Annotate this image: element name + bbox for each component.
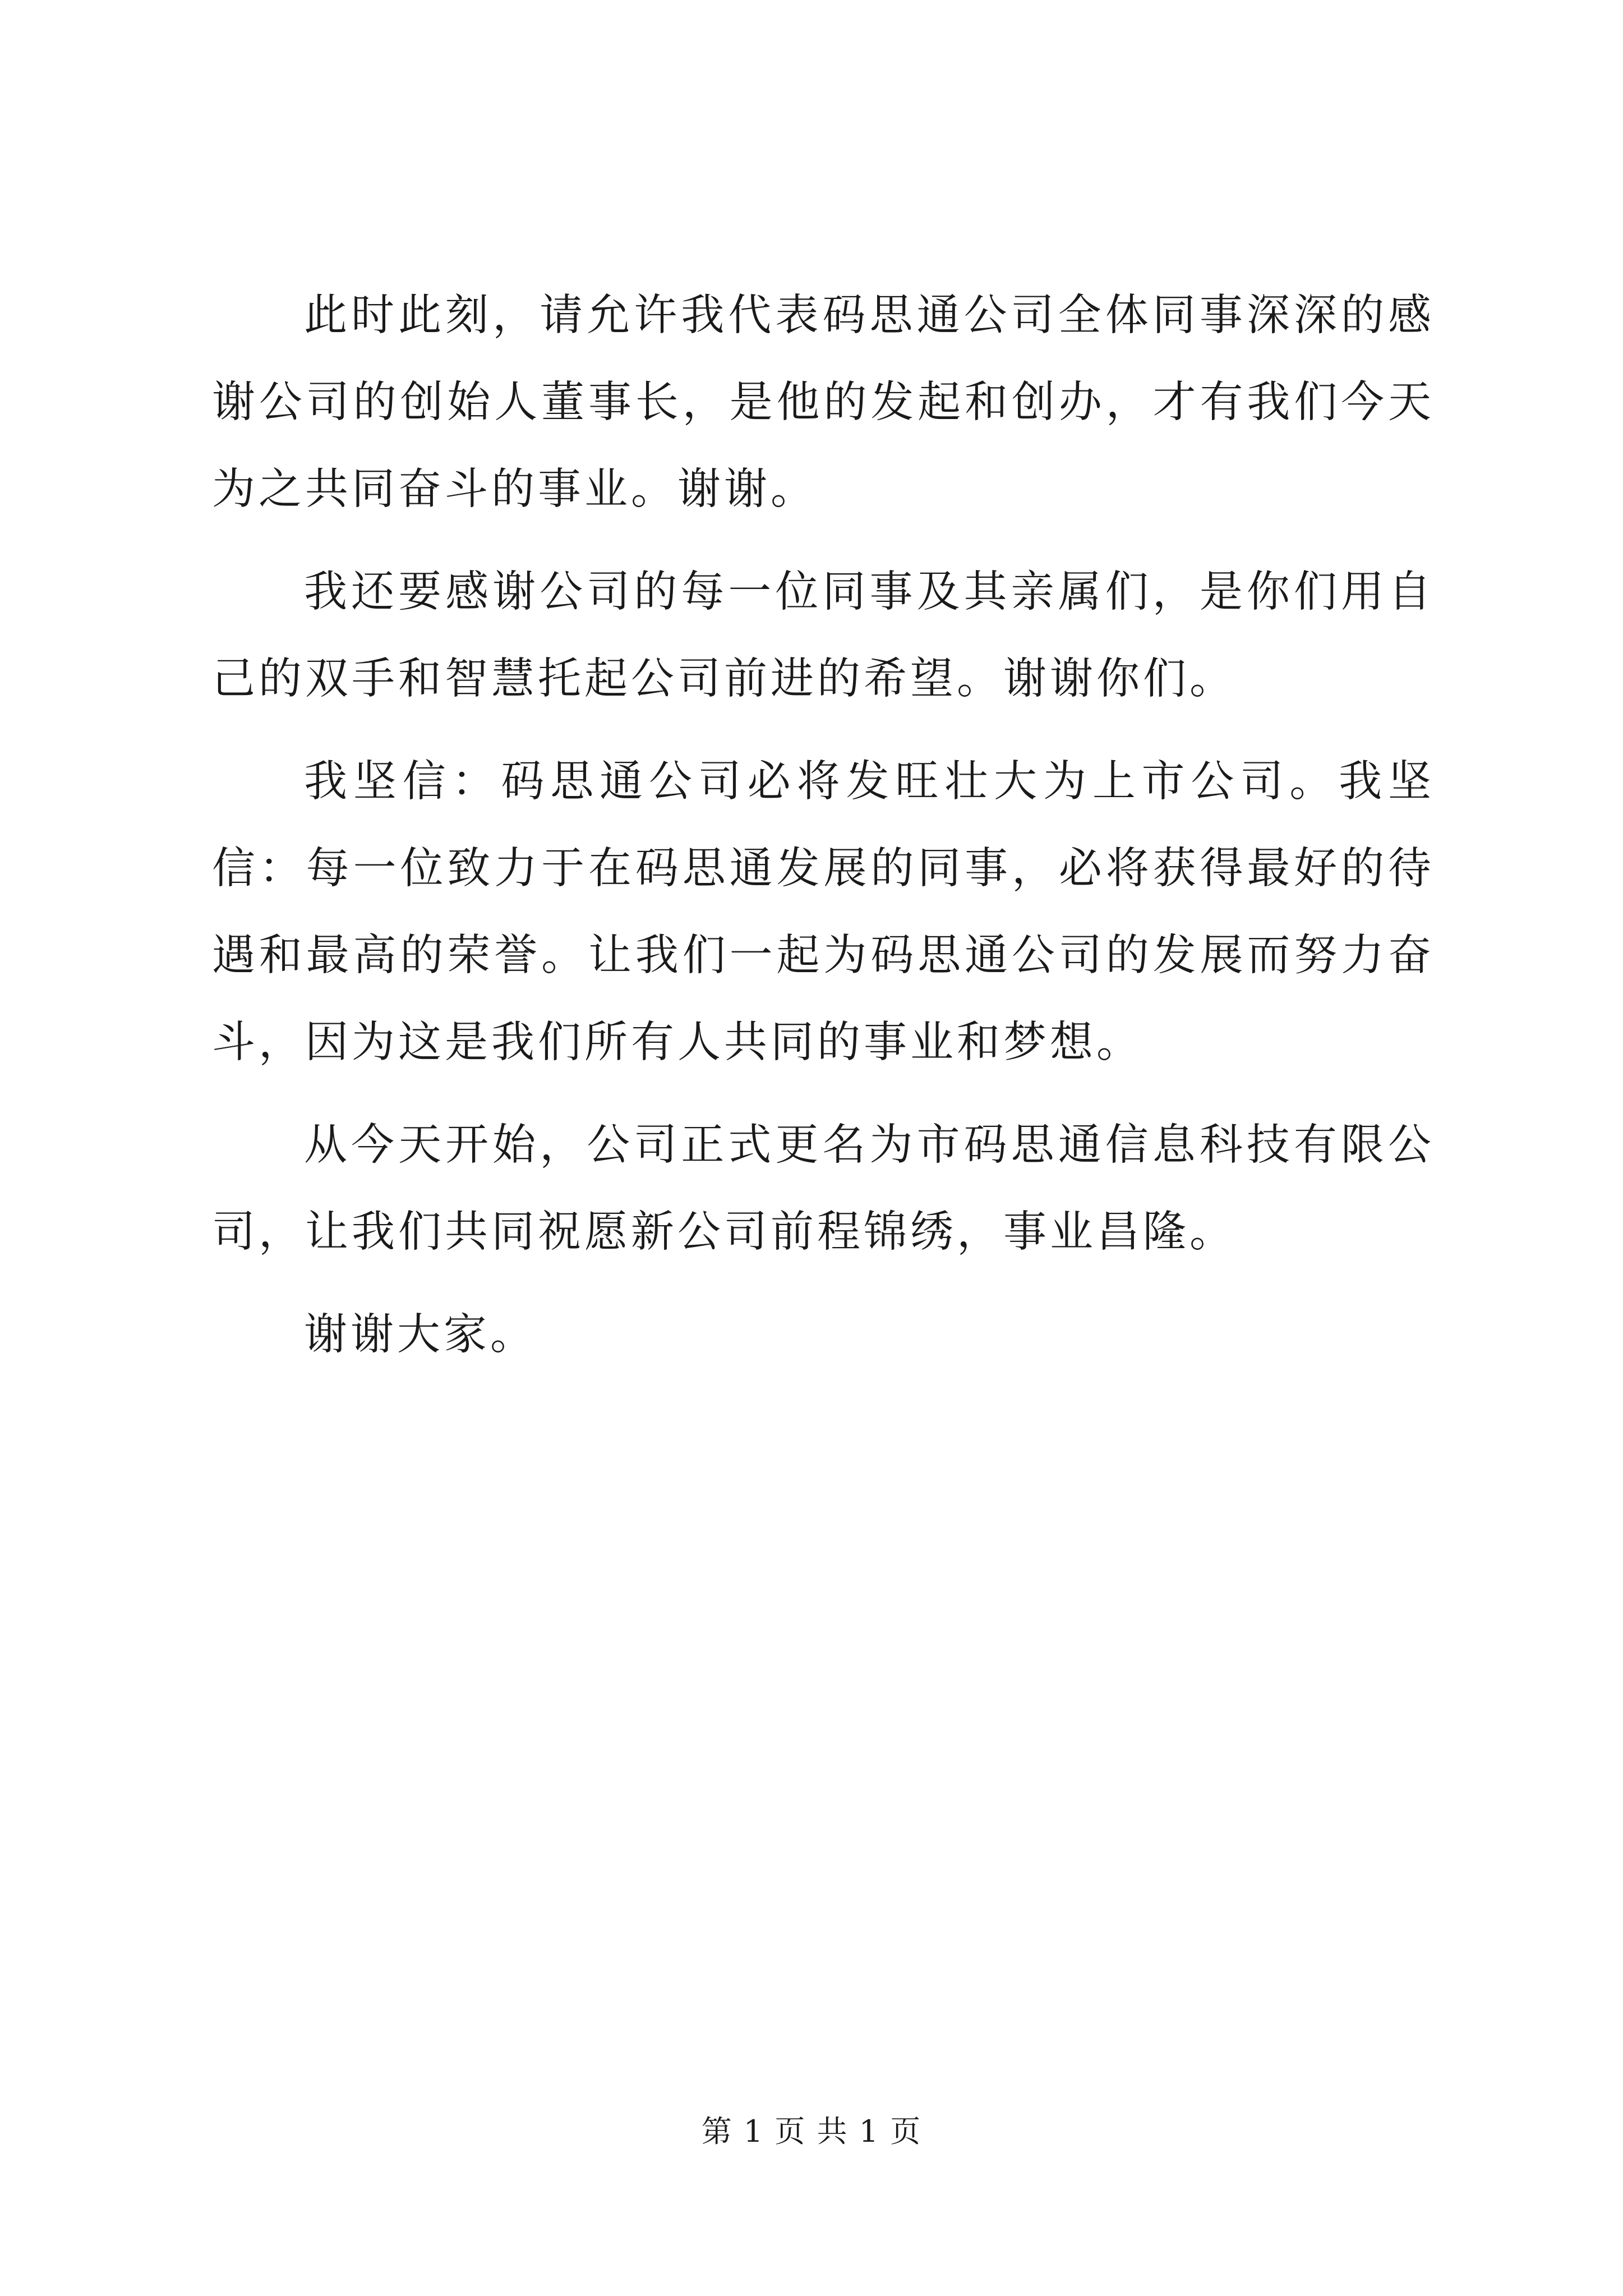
paragraph-closing: 谢谢大家。	[304, 1310, 537, 1360]
paragraph-gratitude-founder: 此时此刻，请允许我代表码思通公司全体同事深深的感谢公司的创始人董事长，是他的发起和创办，才有我们今天为之共同奋斗的事业。谢谢。	[212, 291, 1435, 514]
paragraph-belief: 我坚信：码思通公司必将发旺壮大为上市公司。我坚信：每一位致力于在码思通发展的同事，必将获得最好的待遇和最高的荣誉。让我们一起为码思通公司的发展而努力奋斗，因为这是我们所有人共同的事业和梦想。	[212, 757, 1435, 1068]
paragraph-rename-announcement: 从今天开始，公司正式更名为市码思通信息科技有限公司，让我们共同祝愿新公司前程锦绣，事业昌隆。	[212, 1120, 1435, 1257]
page-number-footer: 第 1 页 共 1 页	[701, 2114, 922, 2149]
paragraph-gratitude-colleagues: 我还要感谢公司的每一位同事及其亲属们，是你们用自己的双手和智慧托起公司前进的希望。谢谢你们。	[212, 567, 1435, 704]
document-body	[212, 272, 1435, 1394]
